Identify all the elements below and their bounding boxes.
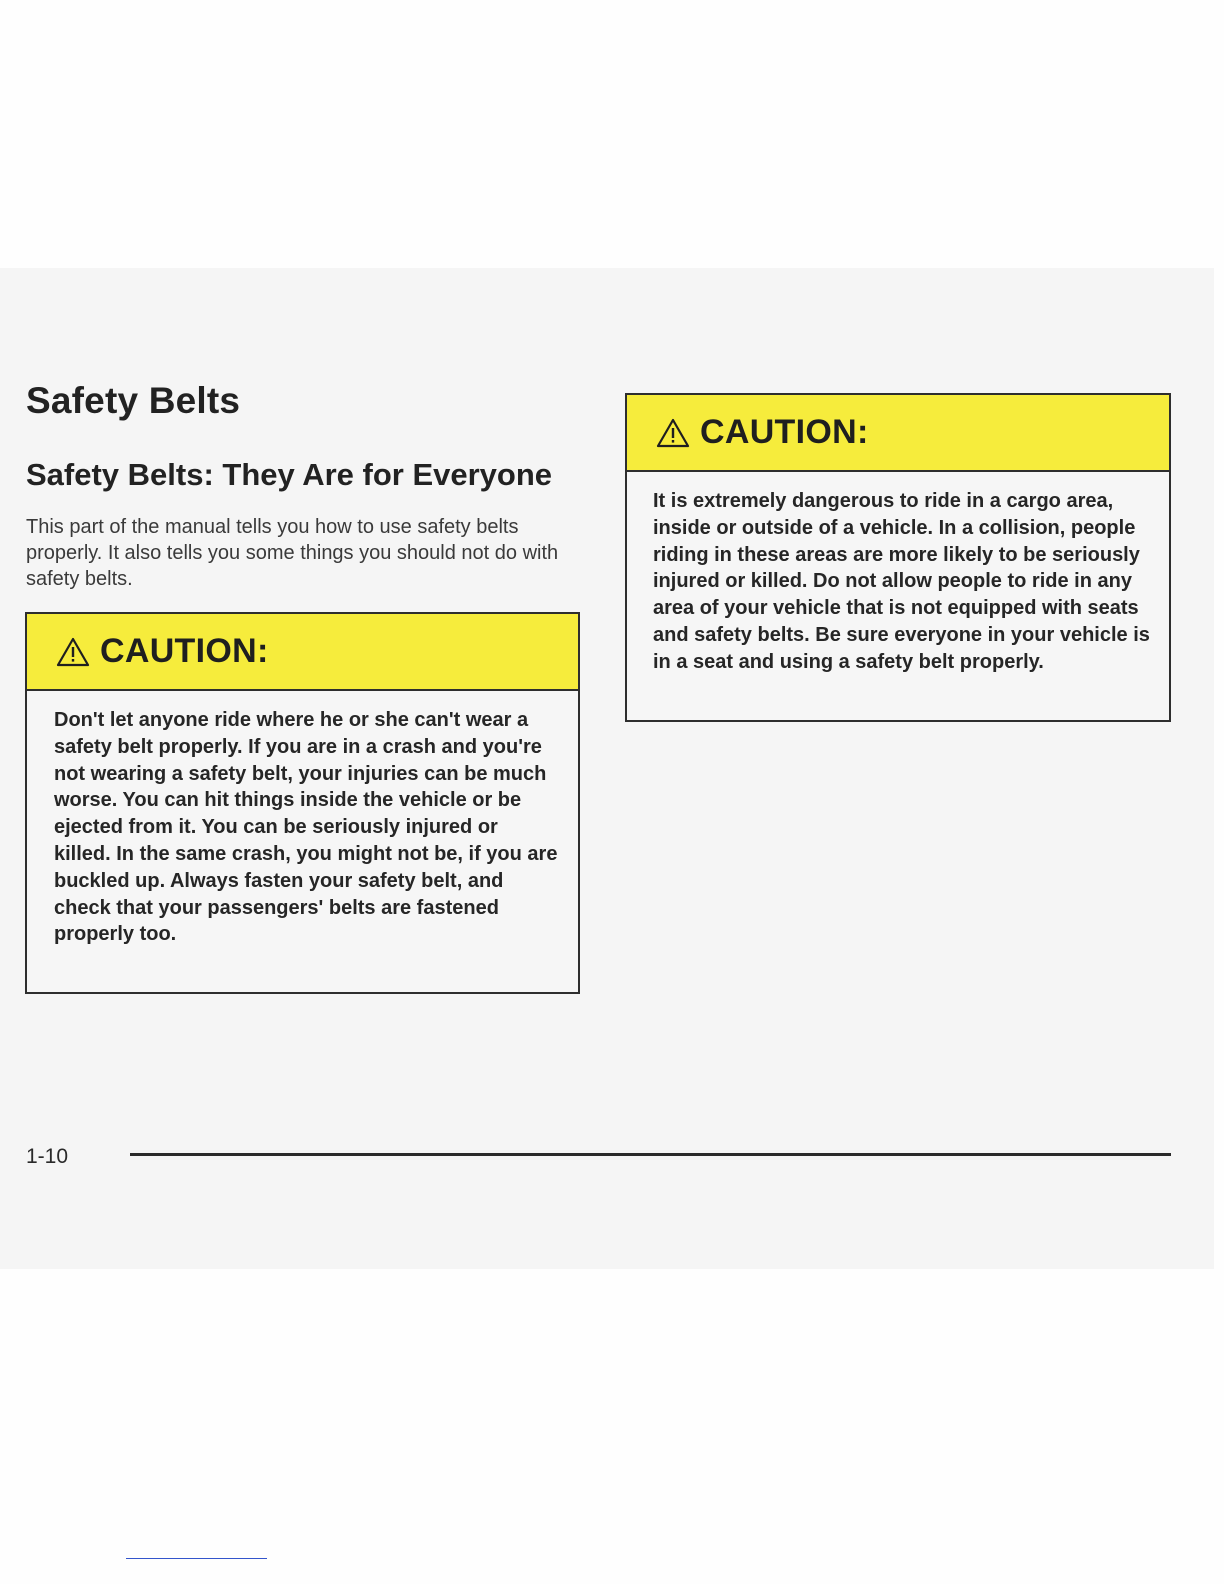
warning-triangle-icon (656, 418, 690, 448)
caution-label: CAUTION: (100, 632, 269, 670)
warning-triangle-icon (56, 637, 90, 667)
footer-divider (130, 1153, 1171, 1156)
intro-paragraph: This part of the manual tells you how to use safety belts properly. It also tells you some things you should not do with safety belts. (26, 516, 559, 590)
link-underline[interactable] (126, 1558, 267, 1559)
caution-text: Don't let anyone ride where he or she can't wear a safety belt properly. If you are in a crash and you're not wearing a safety belt, your injuries can be much worse. You can hit things inside the vehicle or be ejected from it. You can be seriously injured or killed. In the same crash, you might not be, if you are buckled up. Always fasten your safety belt, and check that your passengers' belts are fastened properly too. (54, 709, 558, 946)
section-title: Safety Belts (26, 380, 241, 421)
caution-box-left (25, 612, 580, 994)
section-subtitle: Safety Belts: They Are for Everyone (26, 457, 553, 492)
caution-label: CAUTION: (700, 413, 869, 451)
page-number: 1-10 (26, 1145, 69, 1168)
caution-header (27, 614, 578, 691)
caution-box-right (625, 393, 1171, 722)
caution-header (627, 395, 1169, 472)
caution-text: It is extremely dangerous to ride in a cargo area, inside or outside of a vehicle. In a collision, people riding in these areas are more likely to be seriously injured or killed. Do not allow people to ride in any area of your vehicle that is not equipped with seats and safety belts. Be sure everyone in your vehicle is in a seat and using a safety belt properly. (653, 490, 1150, 673)
